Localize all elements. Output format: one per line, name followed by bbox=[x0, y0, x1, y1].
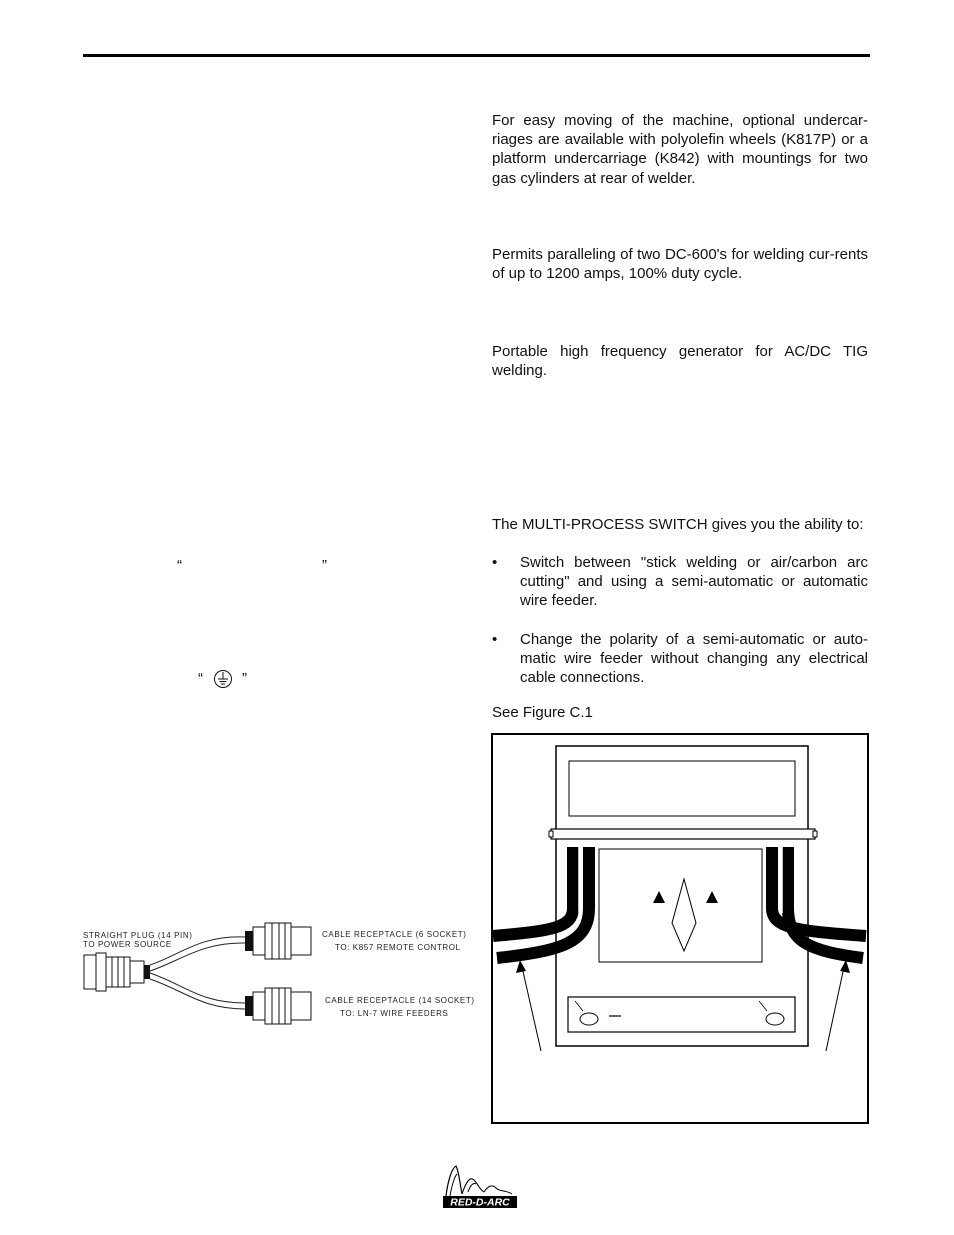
receptacle14-label-line1: CABLE RECEPTACLE (14 SOCKET) bbox=[325, 996, 475, 1005]
multi-process-intro: The MULTI-PROCESS SWITCH gives you the ability to: bbox=[492, 516, 864, 533]
ground-open-quote: “ bbox=[198, 670, 203, 687]
bullet-icon: • bbox=[492, 554, 498, 571]
receptacle6-label-line1: CABLE RECEPTACLE (6 SOCKET) bbox=[322, 930, 467, 939]
open-quote: “ bbox=[177, 557, 182, 574]
receptacle6-label-line2: TO: K857 REMOTE CONTROL bbox=[335, 943, 461, 952]
logo-text: RED-D-ARC bbox=[450, 1196, 510, 1209]
upper-panel bbox=[569, 761, 795, 816]
terminal-bolt-right-icon bbox=[766, 1013, 784, 1025]
straight-plug-icon bbox=[84, 953, 150, 991]
undercarriage-paragraph: For easy moving of the machine, optional undercar-riages are available with polyolefin wheels (K817P) or a platform undercarriage (K842) with mountings for two gas cylinders at rear of welder. bbox=[492, 112, 868, 187]
multi-process-bullet-list bbox=[492, 553, 868, 687]
ground-close-quote: ” bbox=[242, 670, 247, 687]
list-item bbox=[492, 630, 868, 688]
receptacle14-label-line2: TO: LN-7 WIRE FEEDERS bbox=[340, 1009, 449, 1018]
hinge-bar bbox=[551, 829, 815, 839]
cable-assembly-drawing bbox=[80, 915, 320, 1025]
terminal-panel bbox=[568, 997, 795, 1032]
bullet-icon: • bbox=[492, 630, 498, 648]
terminal-bolt-left-icon bbox=[580, 1013, 598, 1025]
see-figure-text: See Figure C.1 bbox=[492, 704, 593, 721]
paralleling-paragraph: Permits paralleling of two DC-600's for welding cur-rents of up to 1200 amps, 100% duty cycle. bbox=[492, 246, 868, 283]
hf-generator-paragraph: Portable high frequency generator for AC/DC TIG welding. bbox=[492, 343, 868, 380]
plug-label-line2: TO POWER SOURCE bbox=[83, 940, 172, 949]
bullet-text: Switch between "stick welding or air/carbon arc cutting" and using a semi-automatic or automatic wire feeder. bbox=[520, 554, 868, 610]
figure-c1-multi-process-switch bbox=[491, 733, 869, 1124]
header-rule bbox=[83, 54, 870, 57]
receptacle-14-socket-icon bbox=[245, 988, 311, 1024]
receptacle-6-socket-icon bbox=[245, 923, 311, 959]
close-quote: ” bbox=[322, 557, 327, 574]
plug-label-line1: STRAIGHT PLUG (14 PIN) bbox=[83, 931, 193, 940]
list-item bbox=[492, 553, 868, 611]
ground-symbol-icon bbox=[213, 669, 233, 689]
red-d-arc-logo-icon bbox=[440, 1162, 520, 1210]
bullet-text: Change the polarity of a semi-automatic or auto-matic wire feeder without changing any electrical cable connections. bbox=[520, 630, 868, 687]
